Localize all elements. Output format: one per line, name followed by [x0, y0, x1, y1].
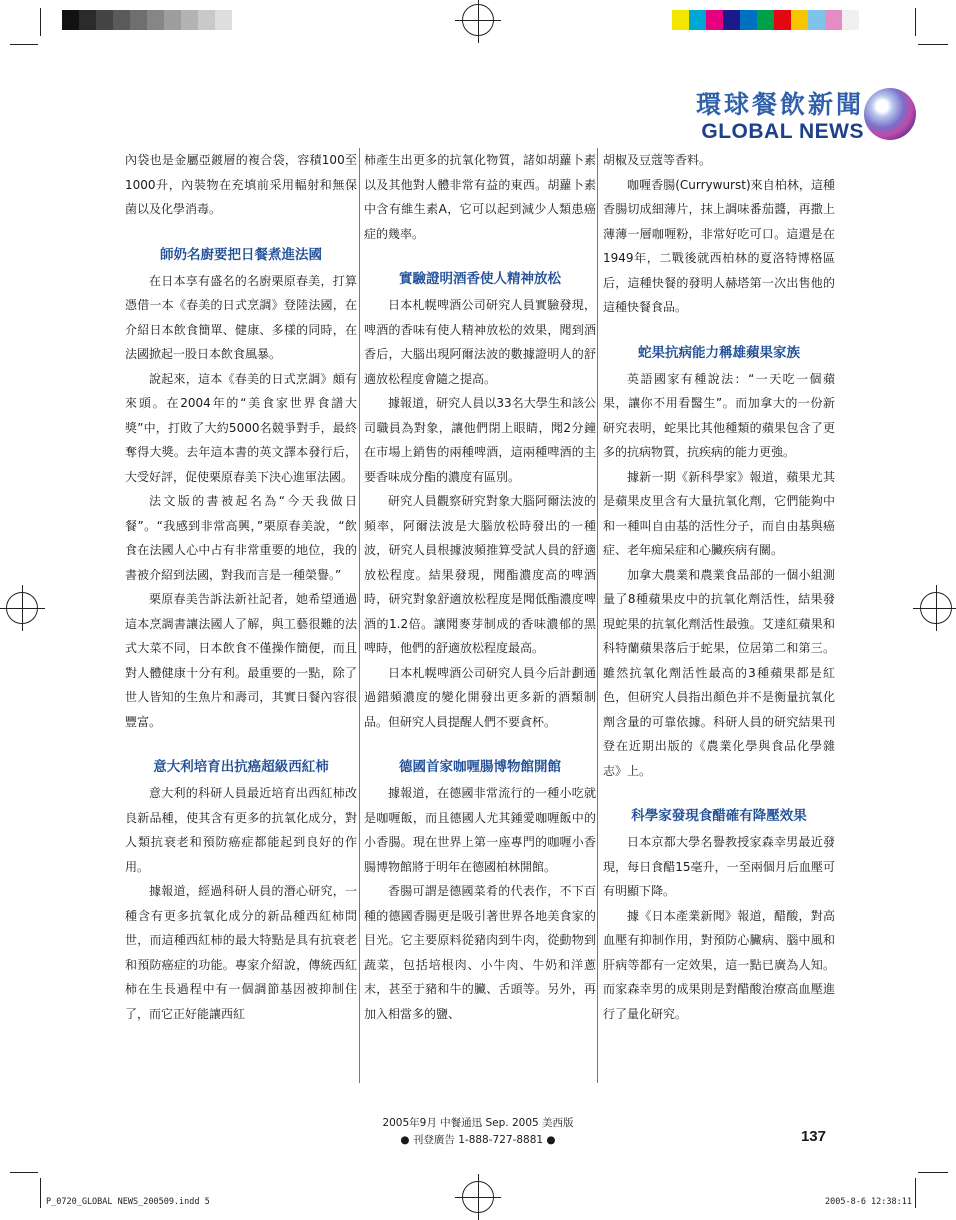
crop-mark — [10, 44, 38, 45]
globe-logo-icon — [864, 88, 916, 140]
article-paragraph: 咖喱香腸(Currywurst)來自柏林，這種香腸切成細薄片，抹上調味番茄醬，再撒上薄薄一層咖喱粉，非常好吃可口。這還是在1949年，二戰後就西柏林的夏洛特博格區后，這種快餐的發明人赫塔第一次出售他的這種快餐食品。 — [603, 177, 835, 314]
article-paragraph: 內袋也是金屬亞鍍層的複合袋，容積100至1000升，內裝物在充填前采用輻射和無保菌以及化學消毒。 — [125, 153, 357, 216]
article-headline: 師奶名廚要把日餐煮進法國 — [160, 246, 322, 263]
color-swatch — [164, 10, 181, 30]
registration-mark-icon — [6, 592, 38, 624]
crop-mark — [915, 8, 916, 36]
masthead-title-en: GLOBAL NEWS — [701, 120, 864, 143]
gray-swatch-bar — [62, 10, 232, 30]
article-paragraph: 香腸可謂是德國菜肴的代表作，不下百種的德國香腸更是吸引著世界各地美食家的目光。它主要原料從豬肉到牛肉，從動物到蔬菜，包括培根肉、小牛肉、牛奶和洋蔥末，甚至于豬和牛的臟、舌頭等。另外，再加入相當多的鹽、 — [364, 884, 596, 1021]
column-divider — [597, 148, 598, 1083]
color-swatch — [757, 10, 774, 30]
article-headline: 實驗證明酒香使人精神放松 — [399, 271, 561, 287]
article-headline: 德國首家咖喱腸博物館開館 — [399, 759, 561, 775]
article-paragraph: 加拿大農業和農業食品部的一個小組測量了8種蘋果皮中的抗氧化劑活性，結果發現蛇果的抗氧化劑活性最強。艾達紅蘋果和科特蘭蘋果落后于蛇果，位居第二和第三。雖然抗氧化劑活性最高的3種蘋果都是紅色，但研究人員指出顏色并不是衡量抗氧化劑含量的可靠依據。科研人員的研究結果刊登在近期出版的《農業化學與食品化學雜志》上。 — [603, 567, 835, 778]
color-swatch — [62, 10, 79, 30]
article-paragraph: 日本京都大學名譽教授家森幸男最近發現，每日食醋15毫升，一至兩個月后血壓可有明顯下降。 — [603, 835, 835, 898]
footer-ad-line: ● 刊登廣告 1-888-727-8881 ● — [400, 1134, 556, 1146]
article-paragraph: 栗原春美告訴法新社記者，她希望通過這本烹調書讓法國人了解，與工藝很難的法式大菜不同，日本飲食不僅操作簡便，而且對人體健康十分有利。最重要的一點，除了世人皆知的生魚片和壽司，其實日餐內容很豐富。 — [125, 592, 357, 729]
crop-mark — [10, 1172, 38, 1173]
color-swatch — [130, 10, 147, 30]
color-swatch — [825, 10, 842, 30]
color-swatch — [198, 10, 215, 30]
color-swatch — [706, 10, 723, 30]
article-paragraph: 據報道，在德國非常流行的一種小吃就是咖喱飯，而且德國人尤其鍾愛咖喱飯中的小香腸。現在世界上第一座專門的咖喱小香腸博物館將于明年在德國柏林開館。 — [364, 786, 596, 874]
crop-mark — [40, 8, 41, 36]
article-headline: 蛇果抗病能力稱雄蘋果家族 — [638, 344, 800, 361]
article-column-3 — [603, 148, 835, 1026]
column-divider — [359, 148, 360, 1083]
article-headline: 意大利培育出抗癌超級西紅柿 — [153, 759, 329, 775]
article-paragraph: 胡椒及豆蔻等香料。 — [603, 153, 712, 167]
article-paragraph: 在日本享有盛名的名廚栗原春美，打算憑借一本《春美的日式烹調》登陸法國，在介紹日本飲食簡單、健康、多樣的同時，在法國掀起一股日本飲食風暴。 — [125, 273, 357, 361]
color-swatch — [113, 10, 130, 30]
article-paragraph: 柿產生出更多的抗氧化物質，諸如胡蘿卜素以及其他對人體非常有益的東西。胡蘿卜素中含有維生素A，它可以起到減少人類患癌症的幾率。 — [364, 153, 596, 241]
date-slug: 2005-8-6 12:38:11 — [825, 1197, 912, 1207]
color-swatch — [147, 10, 164, 30]
crop-mark — [40, 1178, 41, 1208]
color-swatch — [672, 10, 689, 30]
crop-mark — [918, 1172, 948, 1173]
article-paragraph: 說起來，這本《春美的日式烹調》頗有來頭。在2004年的“美食家世界食譜大獎”中，打敗了大約5000名競爭對手，最終奪得大獎。去年這本書的英文譯本發行后，大受好評，促使栗原春美下決心進軍法國。 — [125, 371, 357, 484]
article-paragraph: 研究人員觀察研究對象大腦阿爾法波的頻率，阿爾法波是大腦放松時發出的一種波，研究人員根據波頻推算受試人員的舒適放松程度。結果發現，聞酯濃度高的啤酒時，研究對象舒適放松程度是聞低酯濃度啤酒的1.2倍。讓聞麥芽制成的香味濃郁的黑啤時，他們的舒適放松程度最高。 — [364, 494, 596, 655]
article-paragraph: 意大利的科研人員最近培育出西紅柿改良新品種，使其含有更多的抗氧化成分，對人類抗衰老和預防癌症都能起到良好的作用。 — [125, 786, 357, 874]
color-swatch — [79, 10, 96, 30]
article-column-1 — [125, 148, 357, 1026]
article-paragraph: 據新一期《新科學家》報道，蘋果尤其是蘋果皮里含有大量抗氧化劑，它們能夠中和一種叫自由基的活性分子，而自由基與癌症、老年痴呆症和心臟疾病有關。 — [603, 469, 835, 557]
article-paragraph: 日本札幌啤酒公司研究人員今后計劃通過錯頻濃度的變化開發出更多新的酒類制品。但研究人員提醒人們不要貪杯。 — [364, 665, 596, 729]
color-swatch — [808, 10, 825, 30]
color-swatch — [181, 10, 198, 30]
article-paragraph: 據《日本產業新聞》報道，醋酸，對高血壓有抑制作用，對預防心臟病、腦中風和肝病等都有一定效果，這一點已廣為人知。而家森幸男的成果則是對醋酸治療高血壓進行了量化研究。 — [603, 908, 835, 1021]
color-swatch — [740, 10, 757, 30]
article-paragraph: 據報道，經過科研人員的潛心研究，一種含有更多抗氧化成分的新品種西紅柿問世，而這種西紅柿的最大特點是具有抗衰老和預防癌症的功能。專家介紹說，傳統西紅柿在生長過程中有一個調節基因被抑制住了，而它正好能讓西紅 — [125, 884, 357, 1021]
color-swatch — [689, 10, 706, 30]
footer-issue-line: 2005年9月 中餐通迅 Sep. 2005 美西版 — [382, 1117, 574, 1129]
page-number: 137 — [800, 1128, 826, 1145]
registration-mark-icon — [462, 4, 494, 36]
file-slug: P_0720_GLOBAL NEWS_200509.indd 5 — [46, 1197, 210, 1207]
color-swatch — [96, 10, 113, 30]
registration-mark-icon — [920, 592, 952, 624]
masthead-title-cn: 環球餐飲新聞 — [695, 90, 864, 119]
masthead — [696, 90, 864, 144]
color-swatch — [774, 10, 791, 30]
article-paragraph: 據報道，研究人員以33名大學生和該公司職員為對象，讓他們閉上眼睛，聞2分鐘在市場上銷售的兩種啤酒，這兩種啤酒的主要香味成分酯的濃度有區別。 — [364, 396, 596, 484]
crop-mark — [918, 44, 948, 45]
article-headline: 科學家發現食醋確有降壓效果 — [631, 808, 807, 824]
article-column-2 — [364, 148, 596, 1026]
article-paragraph: 法文版的書被起名為“今天我做日餐”。“我感到非常高興，”栗原春美說，“飲食在法國人心中占有非常重要的地位，我的書被介紹到法國，對我而言是一種榮譽。” — [125, 494, 357, 582]
color-swatch — [723, 10, 740, 30]
color-swatch — [215, 10, 232, 30]
registration-mark-icon — [462, 1181, 494, 1213]
color-swatch-bar — [672, 10, 859, 30]
article-paragraph: 英語國家有種說法：“一天吃一個蘋果，讓你不用看醫生”。而加拿大的一份新研究表明，蛇果比其他種類的蘋果包含了更多的抗病物質，抗疾病的能力更強。 — [603, 371, 835, 459]
article-paragraph: 日本札幌啤酒公司研究人員實驗發現，啤酒的香味有使人精神放松的效果，聞到酒香后，大腦出現阿爾法波的數據證明人的舒適放松程度會隨之提高。 — [364, 298, 596, 386]
crop-mark — [915, 1178, 916, 1208]
color-swatch — [791, 10, 808, 30]
color-swatch — [842, 10, 859, 30]
